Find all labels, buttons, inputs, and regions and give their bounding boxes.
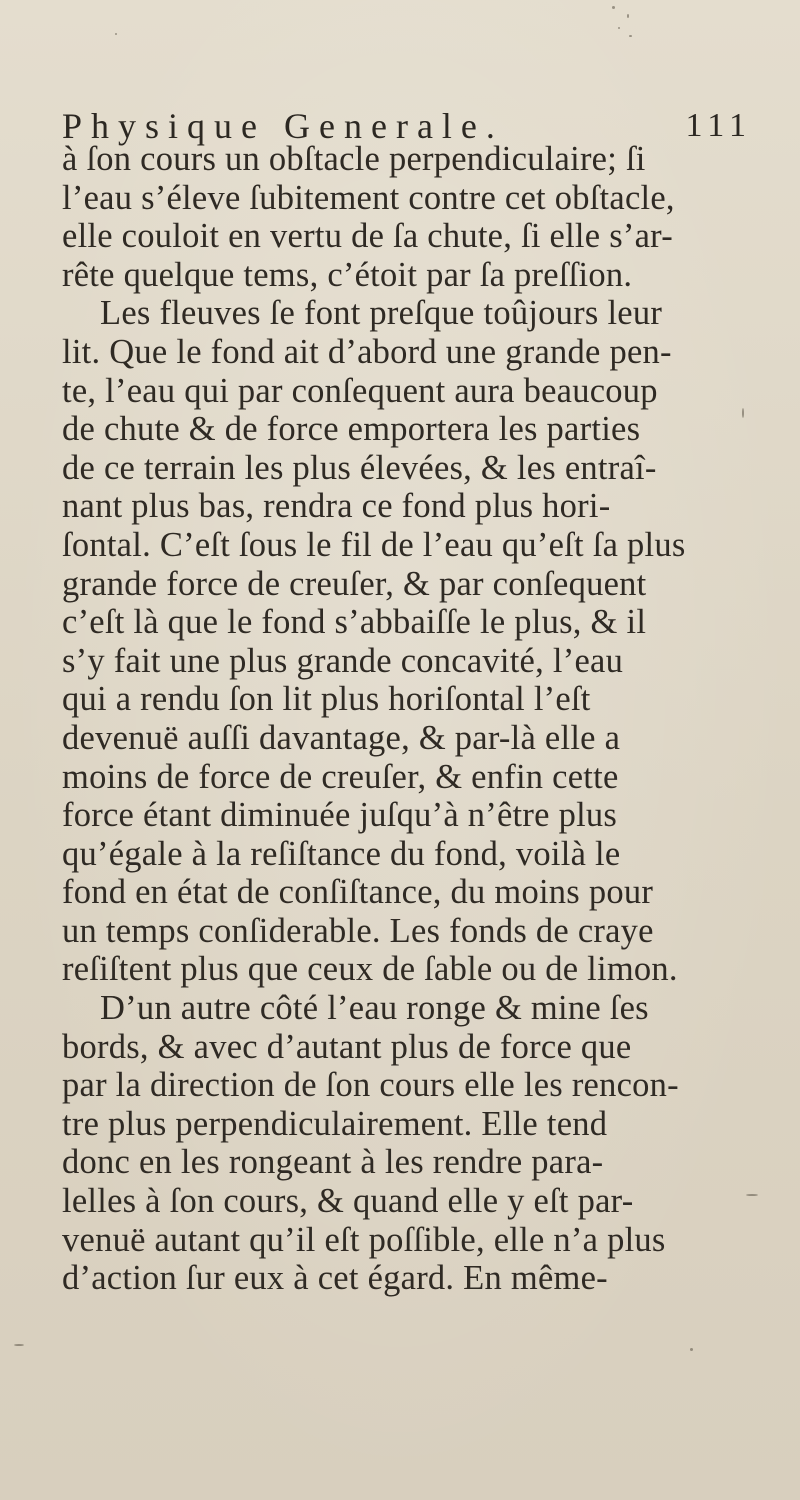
text-line: s’y fait une plus grande concavité, l’eau	[62, 641, 624, 680]
text-line: rête quelque tems, c’étoit par ſa preſſion.	[62, 255, 633, 294]
text-line: venuë autant qu’il eſt poſſible, elle n’a plus	[62, 1220, 666, 1259]
text-line: donc en les rongeant à les rendre para-	[62, 1143, 604, 1182]
page-number: 111	[685, 107, 752, 144]
ink-speck	[618, 27, 620, 29]
text-line: force étant diminuée juſqu’à n’être plus	[62, 796, 618, 835]
paragraph-start-line: D’un autre côté l’eau ronge & mine ſes	[100, 989, 649, 1028]
text-line: qu’égale à la reſiſtance du fond, voilà le	[62, 834, 621, 873]
ink-speck	[627, 14, 629, 18]
text-line: lelles à ſon cours, & quand elle y eſt par-	[62, 1182, 634, 1221]
ink-speck	[690, 1348, 693, 1351]
text-line: lit. Que le fond ait d’abord une grande pen-	[62, 332, 672, 371]
text-line: qui a rendu ſon lit plus horiſontal l’eſt	[62, 680, 591, 719]
text-line: nant plus bas, rendra ce fond plus hori-	[62, 487, 611, 526]
text-line: l’eau s’éleve ſubitement contre cet obſtacle,	[62, 178, 675, 217]
text-line: moins de force de creuſer, & enfin cette	[62, 757, 619, 796]
text-line: d’action ſur eux à cet égard. En même-	[62, 1259, 608, 1298]
text-line: elle couloit en vertu de ſa chute, ſi elle s’ar-	[62, 217, 673, 256]
text-line: par la direction de ſon cours elle les rencon-	[62, 1066, 679, 1105]
paragraph-start-line: Les fleuves ſe font preſque toûjours leur	[100, 294, 663, 333]
text-line: c’eſt là que le fond s’abbaiſſe le plus, & il	[62, 603, 647, 642]
ink-speck	[629, 35, 632, 37]
text-line: grande force de creuſer, & par conſequent	[62, 564, 647, 603]
ink-speck	[115, 33, 117, 35]
text-line: ſontal. C’eſt ſous le fil de l’eau qu’eſt ſa plus	[62, 525, 686, 564]
ink-speck	[612, 6, 615, 9]
text-line: reſiſtent plus que ceux de ſable ou de limon.	[62, 950, 678, 989]
text-line: fond en état de conſiſtance, du moins pour	[62, 873, 654, 912]
text-line: de ce terrain les plus élevées, & les entraî-	[62, 448, 657, 487]
ink-speck	[14, 1344, 24, 1346]
text-line: à ſon cours un obſtacle perpendiculaire; ſi	[62, 140, 646, 178]
running-title: Physique Generale.	[62, 106, 504, 146]
text-line: tre plus perpendiculairement. Elle tend	[62, 1104, 608, 1143]
text-line: un temps conſiderable. Les fonds de craye	[62, 911, 654, 950]
text-line: bords, & avec d’autant plus de force que	[62, 1027, 632, 1066]
text-line: te, l’eau qui par conſequent aura beaucoup	[62, 371, 658, 410]
text-line: de chute & de force emportera les parties	[62, 410, 641, 449]
text-line: devenuë auſſi davantage, & par-là elle a	[62, 718, 621, 757]
body-text	[62, 140, 752, 1298]
